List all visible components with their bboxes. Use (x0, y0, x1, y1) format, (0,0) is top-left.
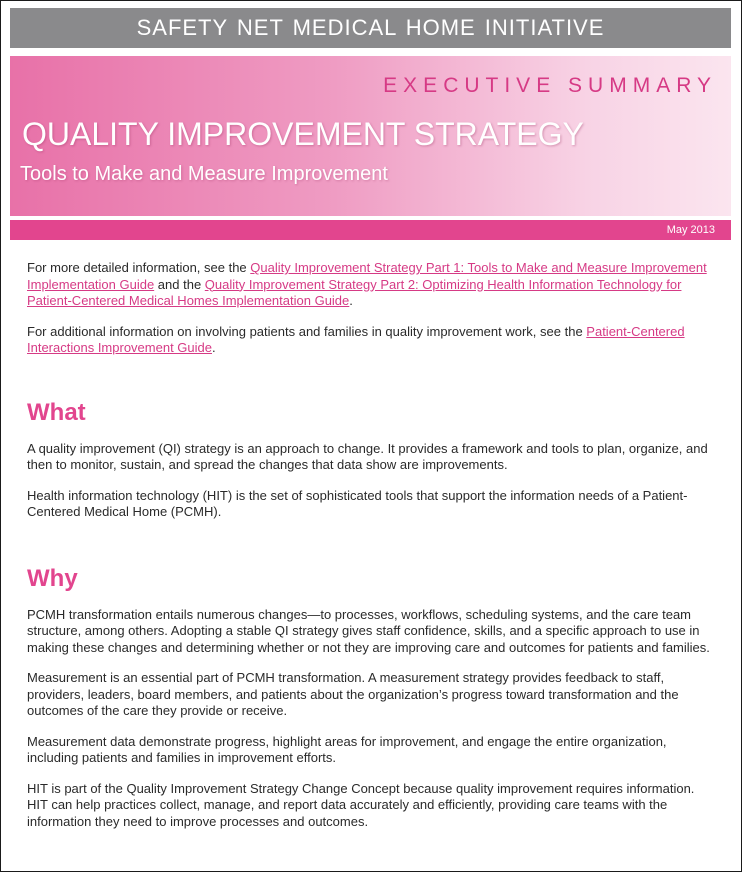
why-paragraph: Measurement is an essential part of PCMH transformation. A measurement strategy provides feedback to staff, providers, leaders, board members, and patients about the organization’s progress toward transformation and the outcomes of the care they provide or receive. (27, 670, 679, 718)
intro-text: . (349, 293, 353, 308)
intro-text: . (211, 340, 216, 355)
what-paragraph: A quality improvement (QI) strategy is an approach to change. It provides a framework and tools to plan, organize, and then to monitor, sustain, and spread the changes that data show are improvements. (27, 440, 708, 472)
what-heading: What (27, 398, 86, 426)
why-paragraph: Measurement data demonstrate progress, highlight areas for improvement, and engage the entire organization, including patients and families in improvement efforts. (27, 733, 667, 765)
intro-text: and the (154, 276, 205, 292)
why-heading: Why (27, 564, 78, 592)
patient-centered-guide-link[interactable]: Patient-Centered Interactions Improvement Guide (27, 323, 685, 355)
initiative-banner (10, 8, 731, 48)
why-paragraph: HIT is part of the Quality Improvement Strategy Change Concept because quality improvement requires information. HIT can help practices collect, manage, and report data accurately and efficiently, providing care teams with the information they need to improve processes and outcomes. (27, 780, 695, 829)
intro-paragraph-1 (27, 260, 717, 310)
initiative-banner-text: SAFETY NET MEDICAL HOME INITIATIVE (136, 15, 605, 40)
intro-text: For more detailed information, see the (27, 260, 251, 275)
why-paragraph: PCMH transformation entails numerous changes—to processes, workflows, scheduling systems, and the care team structure, among others. Adopting a stable QI strategy gives staff confidence, skills, and a specific approach to use in making these changes and determining whether or not they are improving care and outcomes for patients and families. (27, 606, 710, 655)
publication-date: May 2013 (666, 224, 715, 236)
page-title: QUALITY IMPROVEMENT STRATEGY (22, 116, 584, 152)
document-body (27, 260, 717, 844)
what-paragraph: Health information technology (HIT) is the set of sophisticated tools that support the information needs of a Patient-Centered Medical Home (PCMH). (27, 487, 688, 519)
date-bar (10, 220, 731, 240)
intro-paragraph-2 (27, 324, 717, 357)
qi-part1-guide-link[interactable]: Quality Improvement Strategy Part 1: Tools to Make and Measure Improvement Implementation Guide (27, 260, 707, 292)
hero-banner (10, 56, 731, 216)
intro-text: For additional information on involving patients and families in quality improvement work, see the (27, 323, 587, 339)
page-subtitle: Tools to Make and Measure Improvement (20, 163, 388, 185)
qi-part2-guide-link[interactable]: Quality Improvement Strategy Part 2: Optimizing Health Information Technology for Patient-Centered Medical Homes Implementation Guide (27, 276, 682, 308)
section-label: EXECUTIVE SUMMARY (383, 74, 717, 97)
